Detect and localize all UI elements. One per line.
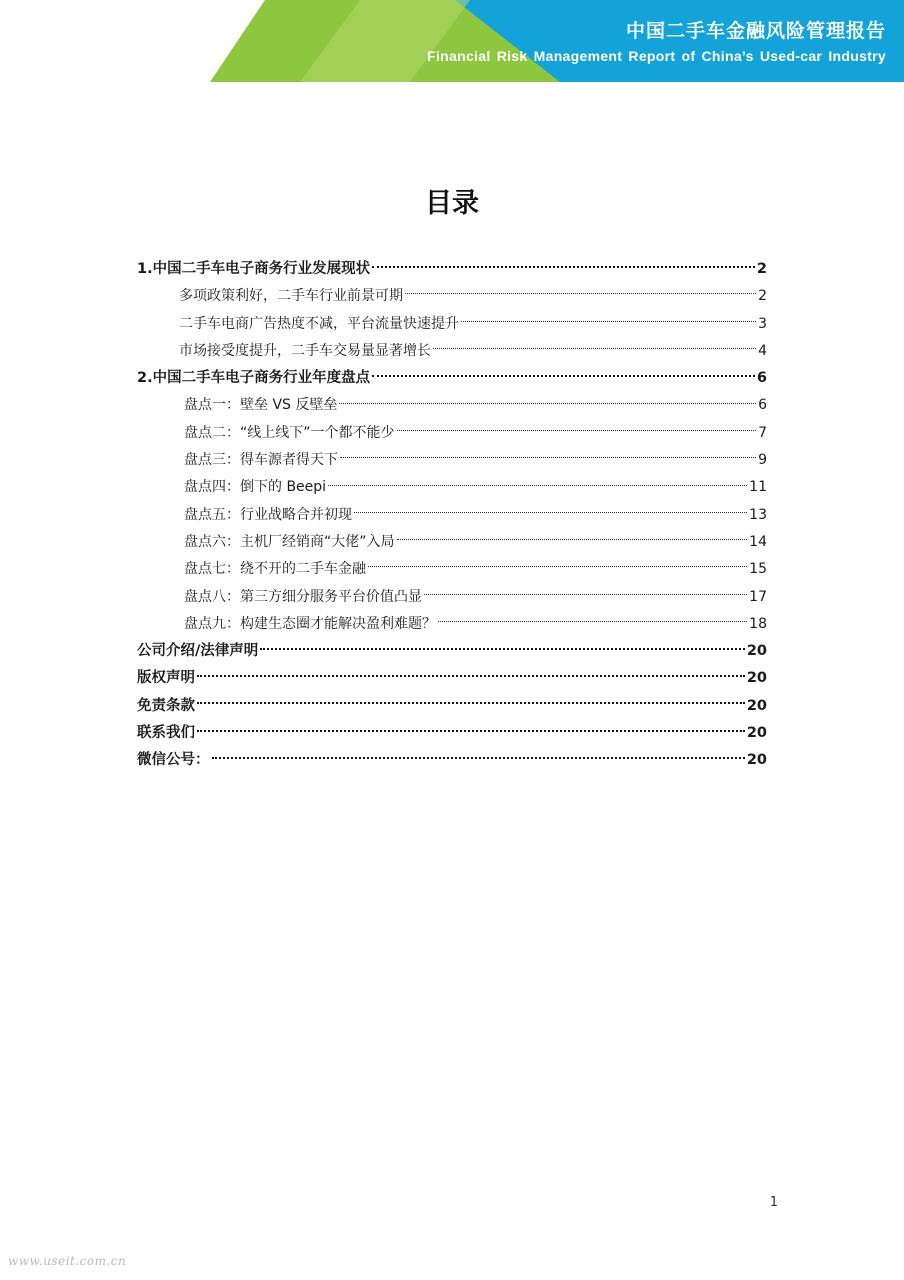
- toc-entry-title: 盘点九：构建生态圈才能解决盈利难题？: [184, 615, 436, 632]
- toc-entry-page: 11: [749, 479, 767, 496]
- toc-dot-leader: [372, 266, 755, 268]
- toc-dot-leader: [368, 566, 747, 567]
- toc-entry-title: 1.中国二手车电子商务行业发展现状: [137, 261, 371, 277]
- toc-dot-leader: [397, 430, 757, 431]
- toc-entry-page: 18: [749, 615, 767, 632]
- toc-entry[interactable]: [137, 611, 767, 638]
- toc-entry[interactable]: [137, 665, 767, 692]
- toc-entry-title: 市场接受度提升，二手车交易量显著增长: [179, 342, 431, 359]
- report-title: 中国二手车金融风险管理报告: [625, 20, 886, 42]
- toc-dot-leader: [433, 348, 756, 349]
- toc-entry-page: 17: [749, 588, 767, 605]
- toc-dot-leader: [339, 403, 756, 404]
- toc-entry-title: 盘点四：倒下的 Beepi: [184, 479, 327, 496]
- toc-entry-title: 盘点二：“线上线下”一个都不能少: [184, 424, 395, 441]
- toc-entry[interactable]: [137, 502, 767, 529]
- toc-entry-title: 版权声明: [137, 670, 195, 687]
- header-banner: [0, 0, 904, 82]
- table-of-contents: [137, 256, 767, 775]
- toc-entry-title: 盘点六：主机厂经销商“大佬”入局: [184, 533, 395, 550]
- toc-entry-title: 公司介绍/法律声明: [137, 643, 259, 660]
- toc-dot-leader: [405, 293, 756, 294]
- toc-entry-page: 4: [758, 342, 767, 359]
- toc-entry-page: 7: [758, 424, 767, 441]
- toc-dot-leader: [197, 730, 745, 732]
- toc-entry-page: 14: [749, 533, 767, 550]
- toc-entry[interactable]: [137, 638, 767, 665]
- toc-entry-title: 联系我们: [137, 725, 195, 742]
- toc-entry-page: 15: [749, 561, 767, 578]
- toc-entry-page: 3: [758, 315, 767, 332]
- toc-entry[interactable]: [137, 420, 767, 447]
- toc-entry-title: 盘点八：第三方细分服务平台价值凸显: [184, 588, 422, 605]
- toc-entry-title: 2.中国二手车电子商务行业年度盘点: [137, 370, 371, 387]
- toc-entry[interactable]: [137, 584, 767, 611]
- page-number: 1: [769, 1195, 778, 1210]
- toc-entry[interactable]: [137, 693, 767, 720]
- toc-dot-leader: [340, 457, 756, 458]
- toc-entry-page: 6: [756, 370, 767, 387]
- toc-dot-leader: [354, 512, 747, 513]
- toc-entry[interactable]: [137, 338, 767, 365]
- toc-entry-title: 免责条款: [137, 697, 195, 714]
- toc-dot-leader: [260, 648, 745, 650]
- toc-entry[interactable]: [137, 311, 767, 338]
- toc-entry-title: 多项政策利好，二手车行业前景可期: [179, 288, 403, 305]
- toc-entry[interactable]: [137, 529, 767, 556]
- toc-entry-title: 盘点一：壁垒 VS 反壁垒: [184, 397, 338, 414]
- toc-entry-title: 微信公号：: [137, 752, 210, 769]
- toc-entry-page: 20: [746, 670, 767, 687]
- toc-entry-page: 9: [758, 452, 767, 469]
- toc-dot-leader: [438, 621, 747, 622]
- toc-heading: 目录: [425, 188, 479, 219]
- toc-entry-title: 盘点五：行业战略合并初现: [184, 506, 352, 523]
- toc-entry-title: 二手车电商广告热度不减，平台流量快速提升: [179, 315, 459, 332]
- toc-entry-page: 6: [758, 397, 767, 414]
- toc-entry[interactable]: [137, 720, 767, 747]
- toc-entry-page: 2: [758, 288, 767, 305]
- toc-entry[interactable]: [137, 365, 767, 392]
- toc-dot-leader: [328, 485, 747, 486]
- toc-entry-page: 20: [746, 725, 767, 742]
- toc-entry[interactable]: [137, 447, 767, 474]
- toc-dot-leader: [461, 321, 756, 322]
- toc-dot-leader: [197, 702, 745, 704]
- toc-entry[interactable]: [137, 474, 767, 501]
- toc-entry-page: 13: [749, 506, 767, 523]
- toc-entry[interactable]: [137, 556, 767, 583]
- toc-entry[interactable]: [137, 747, 767, 774]
- toc-entry[interactable]: [137, 392, 767, 419]
- toc-entry[interactable]: [137, 283, 767, 310]
- toc-dot-leader: [397, 539, 748, 540]
- toc-entry-page: 2: [756, 261, 767, 277]
- toc-entry-page: 20: [746, 752, 767, 769]
- toc-dot-leader: [372, 375, 755, 377]
- toc-dot-leader: [212, 757, 745, 759]
- toc-entry-page: 20: [746, 697, 767, 714]
- toc-entry[interactable]: [137, 256, 767, 283]
- toc-entry-page: 20: [746, 643, 767, 660]
- toc-dot-leader: [197, 675, 745, 677]
- toc-entry-title: 盘点三：得车源者得天下: [184, 452, 338, 469]
- watermark: www.useit.com.cn: [8, 1254, 127, 1268]
- report-subtitle: Financial Risk Management Report of China’s Used-car Industry: [427, 48, 886, 64]
- toc-entry-title: 盘点七：绕不开的二手车金融: [184, 561, 366, 578]
- toc-dot-leader: [424, 594, 747, 595]
